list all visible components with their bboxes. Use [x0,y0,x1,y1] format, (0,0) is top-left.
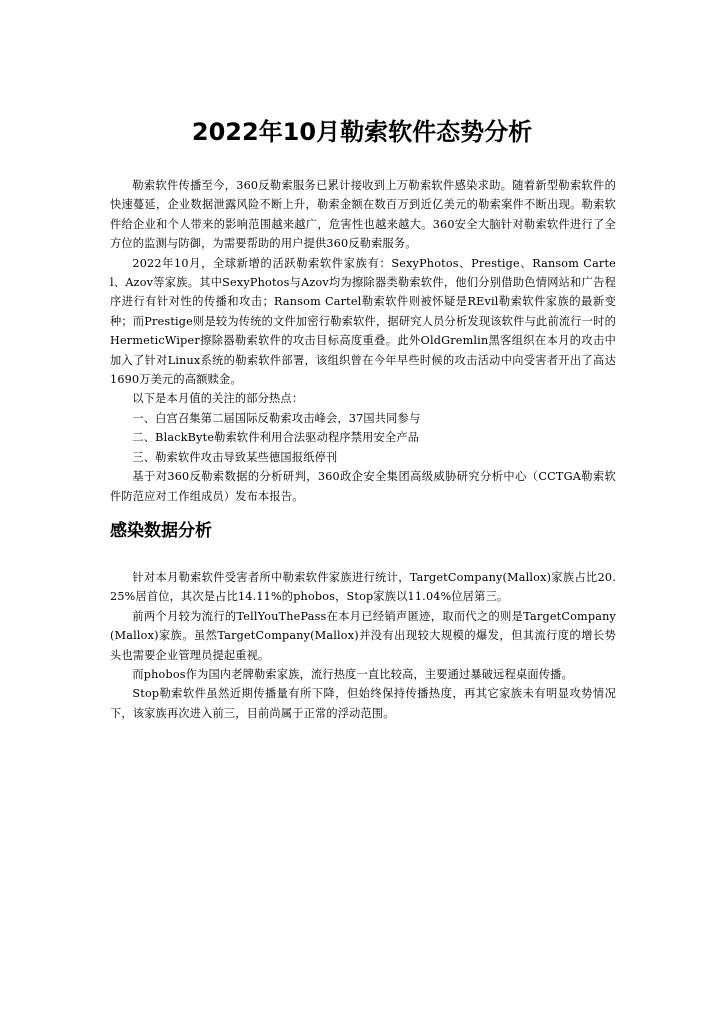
infection-section [110,568,616,723]
infection-paragraph-3: 而phobos作为国内老牌勒索家族，流行热度一直比较高，主要通过暴破远程桌面传播。 [132,668,573,682]
report-statement: 基于对360反勒索数据的分析研判，360政企安全集团高级威胁研究分析中心（CCTGA勒索软件防范应对工作组成员）发布本报告。 [110,470,616,503]
hotspot-item-1: 一、白宫召集第二届国际反勒索攻击峰会，37国共同参与 [132,411,421,425]
intro-section [110,176,616,506]
page-title: 2022年10月勒索软件态势分析 [191,118,533,146]
section-heading-infection: 感染数据分析 [110,521,212,541]
intro-paragraph-2: 2022年10月，全球新增的活跃勒索软件家族有：SexyPhotos、Prestige、Ransom Cartel、Azov等家族。其中SexyPhotos与Azov均为擦除器类勒索软件，他们分别借助色情网站和广告程序进行有针对性的传播和攻击；Ransom Cartel勒索软件则被怀疑是REvil勒索软件家族的最新变种；而Prestige则是较为传统的文件加密行勒索软件，据研究人员分析发现该软件与此前流行一时的HermeticWiper擦除器勒索软件的攻击目标高度重叠。此外OldGremlin黑客组织在本月的攻击中加入了针对Linux系统的勒索软件部署，该组织曾在今年早些时候的攻击活动中向受害者开出了高达1690万美元的高额赎金。 [110,256,616,387]
intro-paragraph-1: 勒索软件传播至今，360反勒索服务已累计接收到上万勒索软件感染求助。随着新型勒索软件的快速蔓延，企业数据泄露风险不断上升，勒索金额在数百万到近亿美元的勒索案件不断出现。勒索软件给企业和个人带来的影响范围越来越广，危害性也越来越大。360安全大脑针对勒索软件进行了全方位的监测与防御，为需要帮助的用户提供360反勒索服务。 [110,179,616,251]
infection-paragraph-1: 针对本月勒索软件受害者所中勒索软件家族进行统计，TargetCompany(Mallox)家族占比20.25%居首位，其次是占比14.11%的phobos，Stop家族以11.04%位居第三。 [110,571,616,604]
hotspot-item-2: 二、BlackByte勒索软件利用合法驱动程序禁用安全产品 [132,431,420,445]
infection-paragraph-2: 前两个月较为流行的TellYouThePass在本月已经销声匿迹，取而代之的则是TargetCompany(Mallox)家族。虽然TargetCompany(Mallox)并没有出现较大规模的爆发，但其流行度的增长势头也需要企业管理员提起重视。 [110,609,616,662]
hotspot-item-3: 三、勒索软件攻击导致某些德国报纸停刊 [132,450,338,464]
hotspots-intro: 以下是本月值的关注的部分热点： [132,392,304,406]
infection-paragraph-4: Stop勒索软件虽然近期传播量有所下降，但始终保持传播热度，再其它家族未有明显攻势情况下，该家族再次进入前三，目前尚属于正常的浮动范围。 [110,687,616,720]
